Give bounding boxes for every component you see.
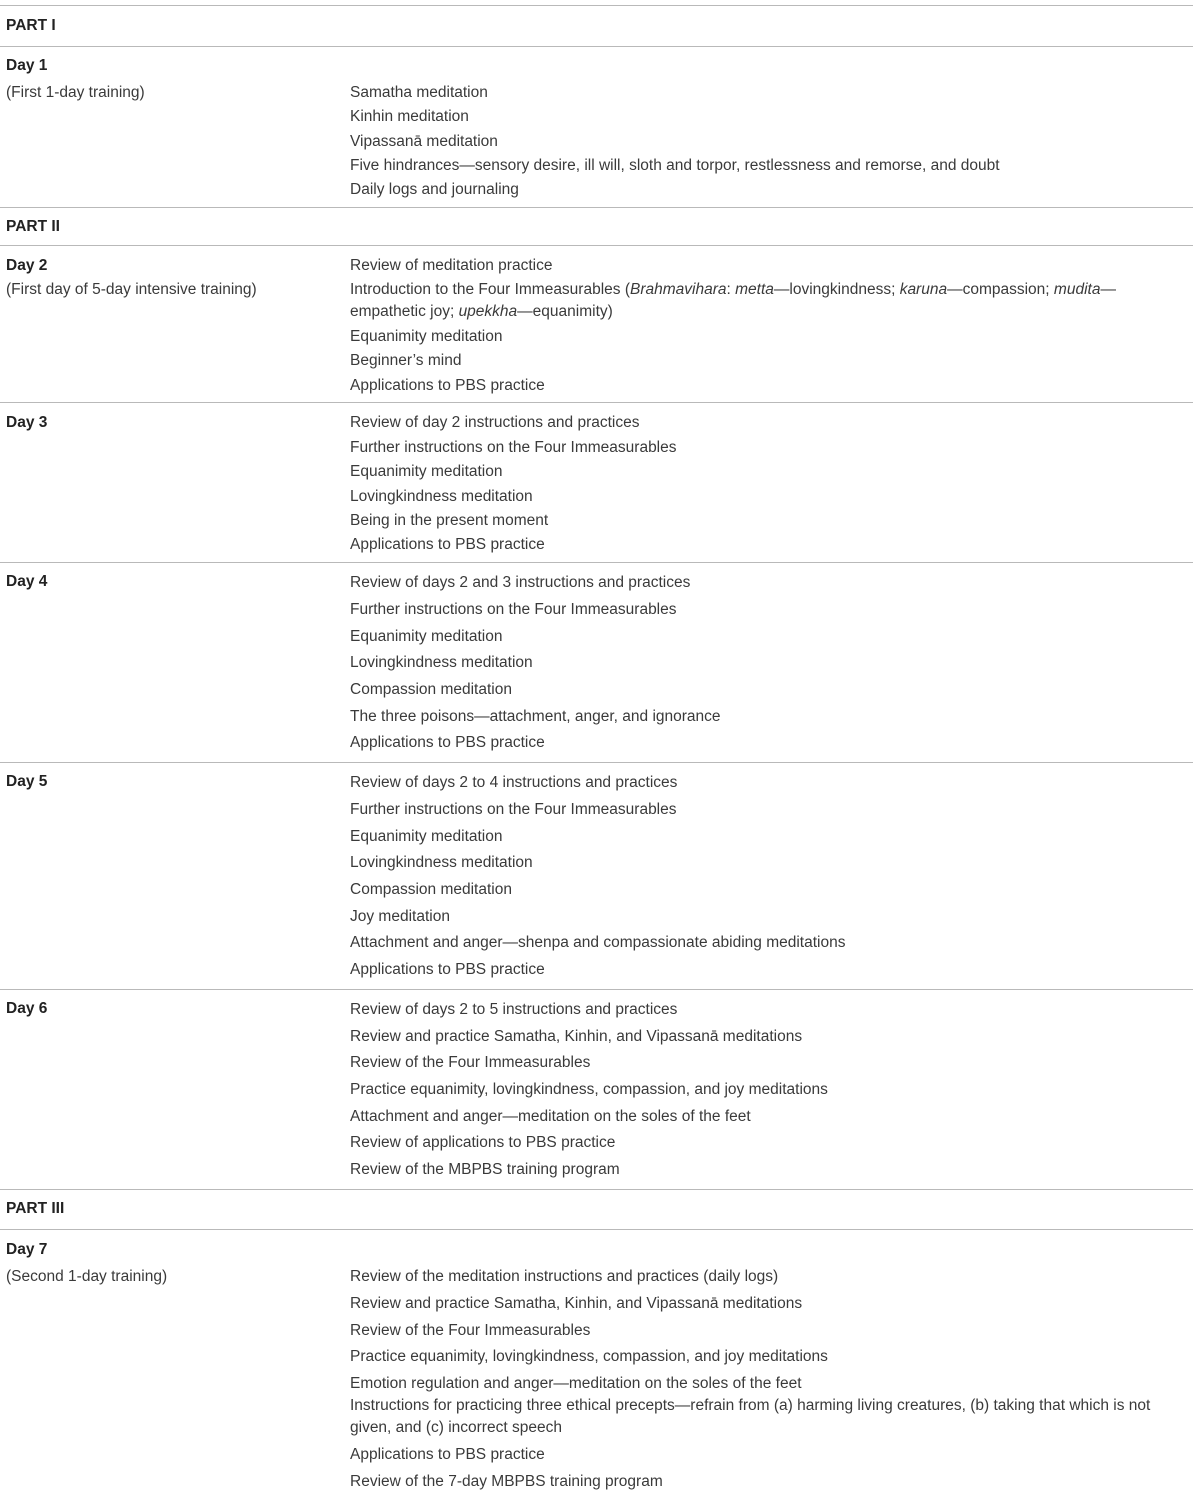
activity-item: Compassion meditation <box>350 681 512 698</box>
activity-item: Review of the meditation instructions and practices (daily logs) <box>350 1268 779 1285</box>
text-run: —compassion; <box>947 281 1054 298</box>
activity-item: Applications to PBS practice <box>350 1446 545 1463</box>
activity-item: Applications to PBS practice <box>350 961 545 978</box>
activity-item: Review and practice Samatha, Kinhin, and Vipassanā meditations <box>350 1295 803 1312</box>
activity-item: Practice equanimity, lovingkindness, compassion, and joy meditations <box>350 1081 828 1098</box>
activity-item: Five hindrances—sensory desire, ill will, sloth and torpor, restlessness and remorse, and doubt <box>350 157 1000 174</box>
activity-item: Joy meditation <box>350 908 450 925</box>
activity-item: Being in the present moment <box>350 512 549 529</box>
activity-item: Review of the MBPBS training program <box>350 1161 620 1178</box>
activity-item: Applications to PBS practice <box>350 536 545 553</box>
activity-item: Compassion meditation <box>350 881 512 898</box>
day-label: Day 1 <box>6 57 48 74</box>
italic-term: mudita <box>1053 281 1101 298</box>
activity-item: Equanimity meditation <box>350 628 503 645</box>
activity-item: Review of days 2 to 4 instructions and practices <box>350 774 678 791</box>
activity-item: Equanimity meditation <box>350 828 503 845</box>
activity-item: Review of applications to PBS practice <box>350 1134 616 1151</box>
day-label: Day 4 <box>6 573 48 590</box>
activity-item: Lovingkindness meditation <box>350 654 533 671</box>
day-label: Day 5 <box>6 773 48 790</box>
activity-item: Applications to PBS practice <box>350 377 545 394</box>
activity-item: The three poisons—attachment, anger, and ignorance <box>350 708 721 725</box>
day-label: Day 3 <box>6 414 48 431</box>
row-divider <box>0 207 1193 208</box>
activity-item: Kinhin meditation <box>350 108 469 125</box>
text-run: Introduction to the Four Immeasurables ( <box>350 281 630 298</box>
row-divider <box>0 402 1193 403</box>
italic-term: metta <box>735 281 774 298</box>
activity-item: Review of the Four Immeasurables <box>350 1322 591 1339</box>
activity-item: Daily logs and journaling <box>350 181 519 198</box>
text-run: —equanimity) <box>517 303 613 320</box>
activity-item: Lovingkindness meditation <box>350 854 533 871</box>
activity-item: Beginner’s mind <box>350 352 462 369</box>
activity-item: Practice equanimity, lovingkindness, compassion, and joy meditations <box>350 1348 828 1365</box>
text-run: —lovingkindness; <box>773 281 900 298</box>
day-label: Day 2 <box>6 257 48 274</box>
italic-term: karuna <box>899 281 948 298</box>
activity-item: Equanimity meditation <box>350 463 503 480</box>
row-divider <box>0 1189 1193 1190</box>
row-divider <box>0 989 1193 990</box>
day-description: (Second 1-day training) <box>6 1268 168 1285</box>
italic-term: upekkha <box>458 303 518 320</box>
activity-item: Further instructions on the Four Immeasurables <box>350 439 677 456</box>
activity-item <box>350 279 1186 323</box>
activity-item: Instructions for practicing three ethical precepts—refrain from (a) harming living creatures, (b) taking that which is not given, and (c) incorrect speech <box>350 1397 1151 1436</box>
activity-item: Review and practice Samatha, Kinhin, and Vipassanā meditations <box>350 1028 803 1045</box>
activity-item: Further instructions on the Four Immeasurables <box>350 601 677 618</box>
activity-item: Vipassanā meditation <box>350 133 498 150</box>
day-label: Day 7 <box>6 1241 48 1258</box>
activity-item: Review of meditation practice <box>350 257 553 274</box>
part-heading: PART II <box>6 218 60 235</box>
part-heading: PART III <box>6 1200 65 1217</box>
activity-item: Further instructions on the Four Immeasurables <box>350 801 677 818</box>
row-divider <box>0 245 1193 246</box>
row-divider <box>0 762 1193 763</box>
day-description: (First day of 5-day intensive training) <box>6 281 257 298</box>
activity-item: Samatha meditation <box>350 84 488 101</box>
row-divider <box>0 5 1193 6</box>
day-description: (First 1-day training) <box>6 84 145 101</box>
text-run: —empathetic joy; <box>350 281 1116 320</box>
activity-item: Review of day 2 instructions and practices <box>350 414 640 431</box>
text-run: : <box>726 281 736 298</box>
activity-item: Review of the Four Immeasurables <box>350 1054 591 1071</box>
day-label: Day 6 <box>6 1000 48 1017</box>
activity-item: Attachment and anger—meditation on the soles of the feet <box>350 1108 751 1125</box>
activity-item: Emotion regulation and anger—meditation on the soles of the feet <box>350 1375 802 1392</box>
row-divider <box>0 562 1193 563</box>
activity-item: Attachment and anger—shenpa and compassionate abiding meditations <box>350 934 846 951</box>
activity-item: Applications to PBS practice <box>350 734 545 751</box>
activity-item: Review of days 2 to 5 instructions and practices <box>350 1001 678 1018</box>
activity-item: Lovingkindness meditation <box>350 488 533 505</box>
row-divider <box>0 1229 1193 1230</box>
italic-term: Brahmavihara <box>630 281 727 298</box>
activity-item: Review of days 2 and 3 instructions and practices <box>350 574 691 591</box>
activity-item: Equanimity meditation <box>350 328 503 345</box>
activity-item: Review of the 7-day MBPBS training program <box>350 1473 663 1490</box>
row-divider <box>0 46 1193 47</box>
part-heading: PART I <box>6 17 56 34</box>
